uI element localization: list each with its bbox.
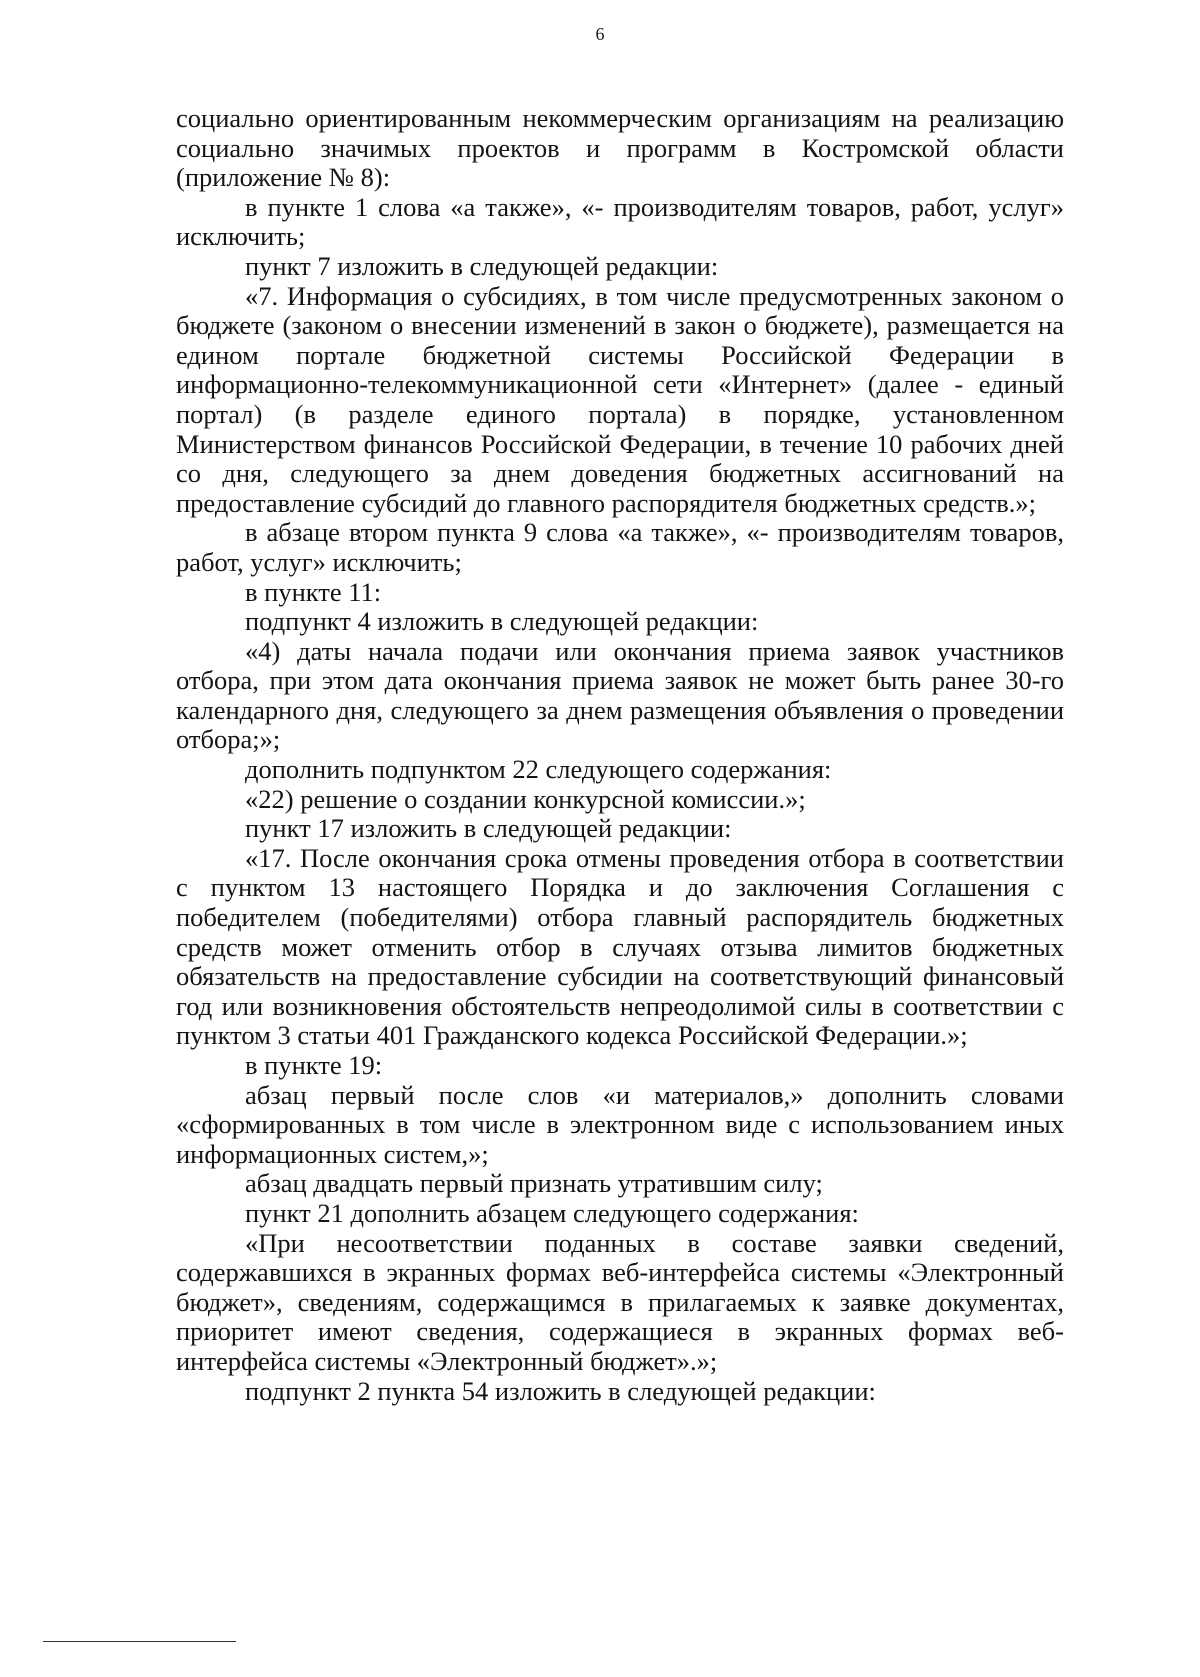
paragraph: подпункт 4 изложить в следующей редакции: xyxy=(245,606,759,637)
document-body xyxy=(176,104,1064,1406)
paragraph: в пункте 19: xyxy=(245,1050,383,1080)
paragraph: пункт 7 изложить в следующей редакции: xyxy=(245,250,719,281)
paragraph: пункт 17 изложить в следующей редакции: xyxy=(245,813,732,844)
paragraph: «При несоответствии поданных в составе заявки сведений, содержавшихся в экранных формах веб-интерфейса системы «Электронный бюджет», сведениям, содержащимся в прилагаемых к заявке документах, приоритет имеют сведения, содержащиеся в экранных формах веб-интерфейса системы «Электронный бюджет».»; xyxy=(176,1227,1064,1376)
paragraph: «4) даты начала подачи или окончания приема заявок участников отбора, при этом дата окончания приема заявок не может быть ранее 30-го календарного дня, следующего за днем размещения объявления о проведении отбора;»; xyxy=(176,635,1064,755)
paragraph: «22) решение о создании конкурсной комиссии.»; xyxy=(245,783,806,814)
paragraph: абзац первый после слов «и материалов,» дополнить словами «сформированных в том числе в электронном виде с использованием иных информационных систем,»; xyxy=(176,1079,1064,1169)
page-number: 6 xyxy=(595,24,605,44)
footnote-separator-line xyxy=(43,1641,236,1642)
paragraph: подпункт 2 пункта 54 изложить в следующей редакции: xyxy=(245,1375,876,1406)
paragraph: в пункте 1 слова «а также», «- производителям товаров, работ, услуг» исключить; xyxy=(176,191,1064,252)
paragraph: дополнить подпунктом 22 следующего содержания: xyxy=(245,754,832,785)
paragraph: социально ориентированным некоммерческим организациям на реализацию социально значимых проектов и программ в Костромской области (приложение № 8): xyxy=(176,103,1064,193)
paragraph: в пункте 11: xyxy=(245,576,382,607)
paragraph: «17. После окончания срока отмены проведения отбора в соответствии с пунктом 13 настоящего Порядка и до заключения Соглашения с победителем (победителями) отбора главный распорядитель бюджетных средств может отменить отбор в случаях отзыва лимитов бюджетных обязательств на предоставление субсидии на соответствующий финансовый год или возникновения обстоятельств непреодолимой силы в соответствии с пунктом 3 статьи 401 Гражданского кодекса Российской Федерации.»; xyxy=(176,842,1064,1051)
paragraph: «7. Информация о субсидиях, в том числе предусмотренных законом о бюджете (законом о внесении изменений в закон о бюджете), размещается на едином портале бюджетной системы Российской Федерации в информационно-телекоммуникационной сети «Интернет» (далее - единый портал) (в разделе единого портала) в порядке, установленном Министерством финансов Российской Федерации, в течение 10 рабочих дней со дня, следующего за днем доведения бюджетных ассигнований на предоставление субсидий до главного распорядителя бюджетных средств.»; xyxy=(176,280,1064,518)
paragraph: пункт 21 дополнить абзацем следующего содержания: xyxy=(245,1197,859,1228)
paragraph: абзац двадцать первый признать утратившим силу; xyxy=(245,1168,823,1199)
paragraph: в абзаце втором пункта 9 слова «а также», «- производителям товаров, работ, услуг» исключить; xyxy=(176,517,1064,577)
